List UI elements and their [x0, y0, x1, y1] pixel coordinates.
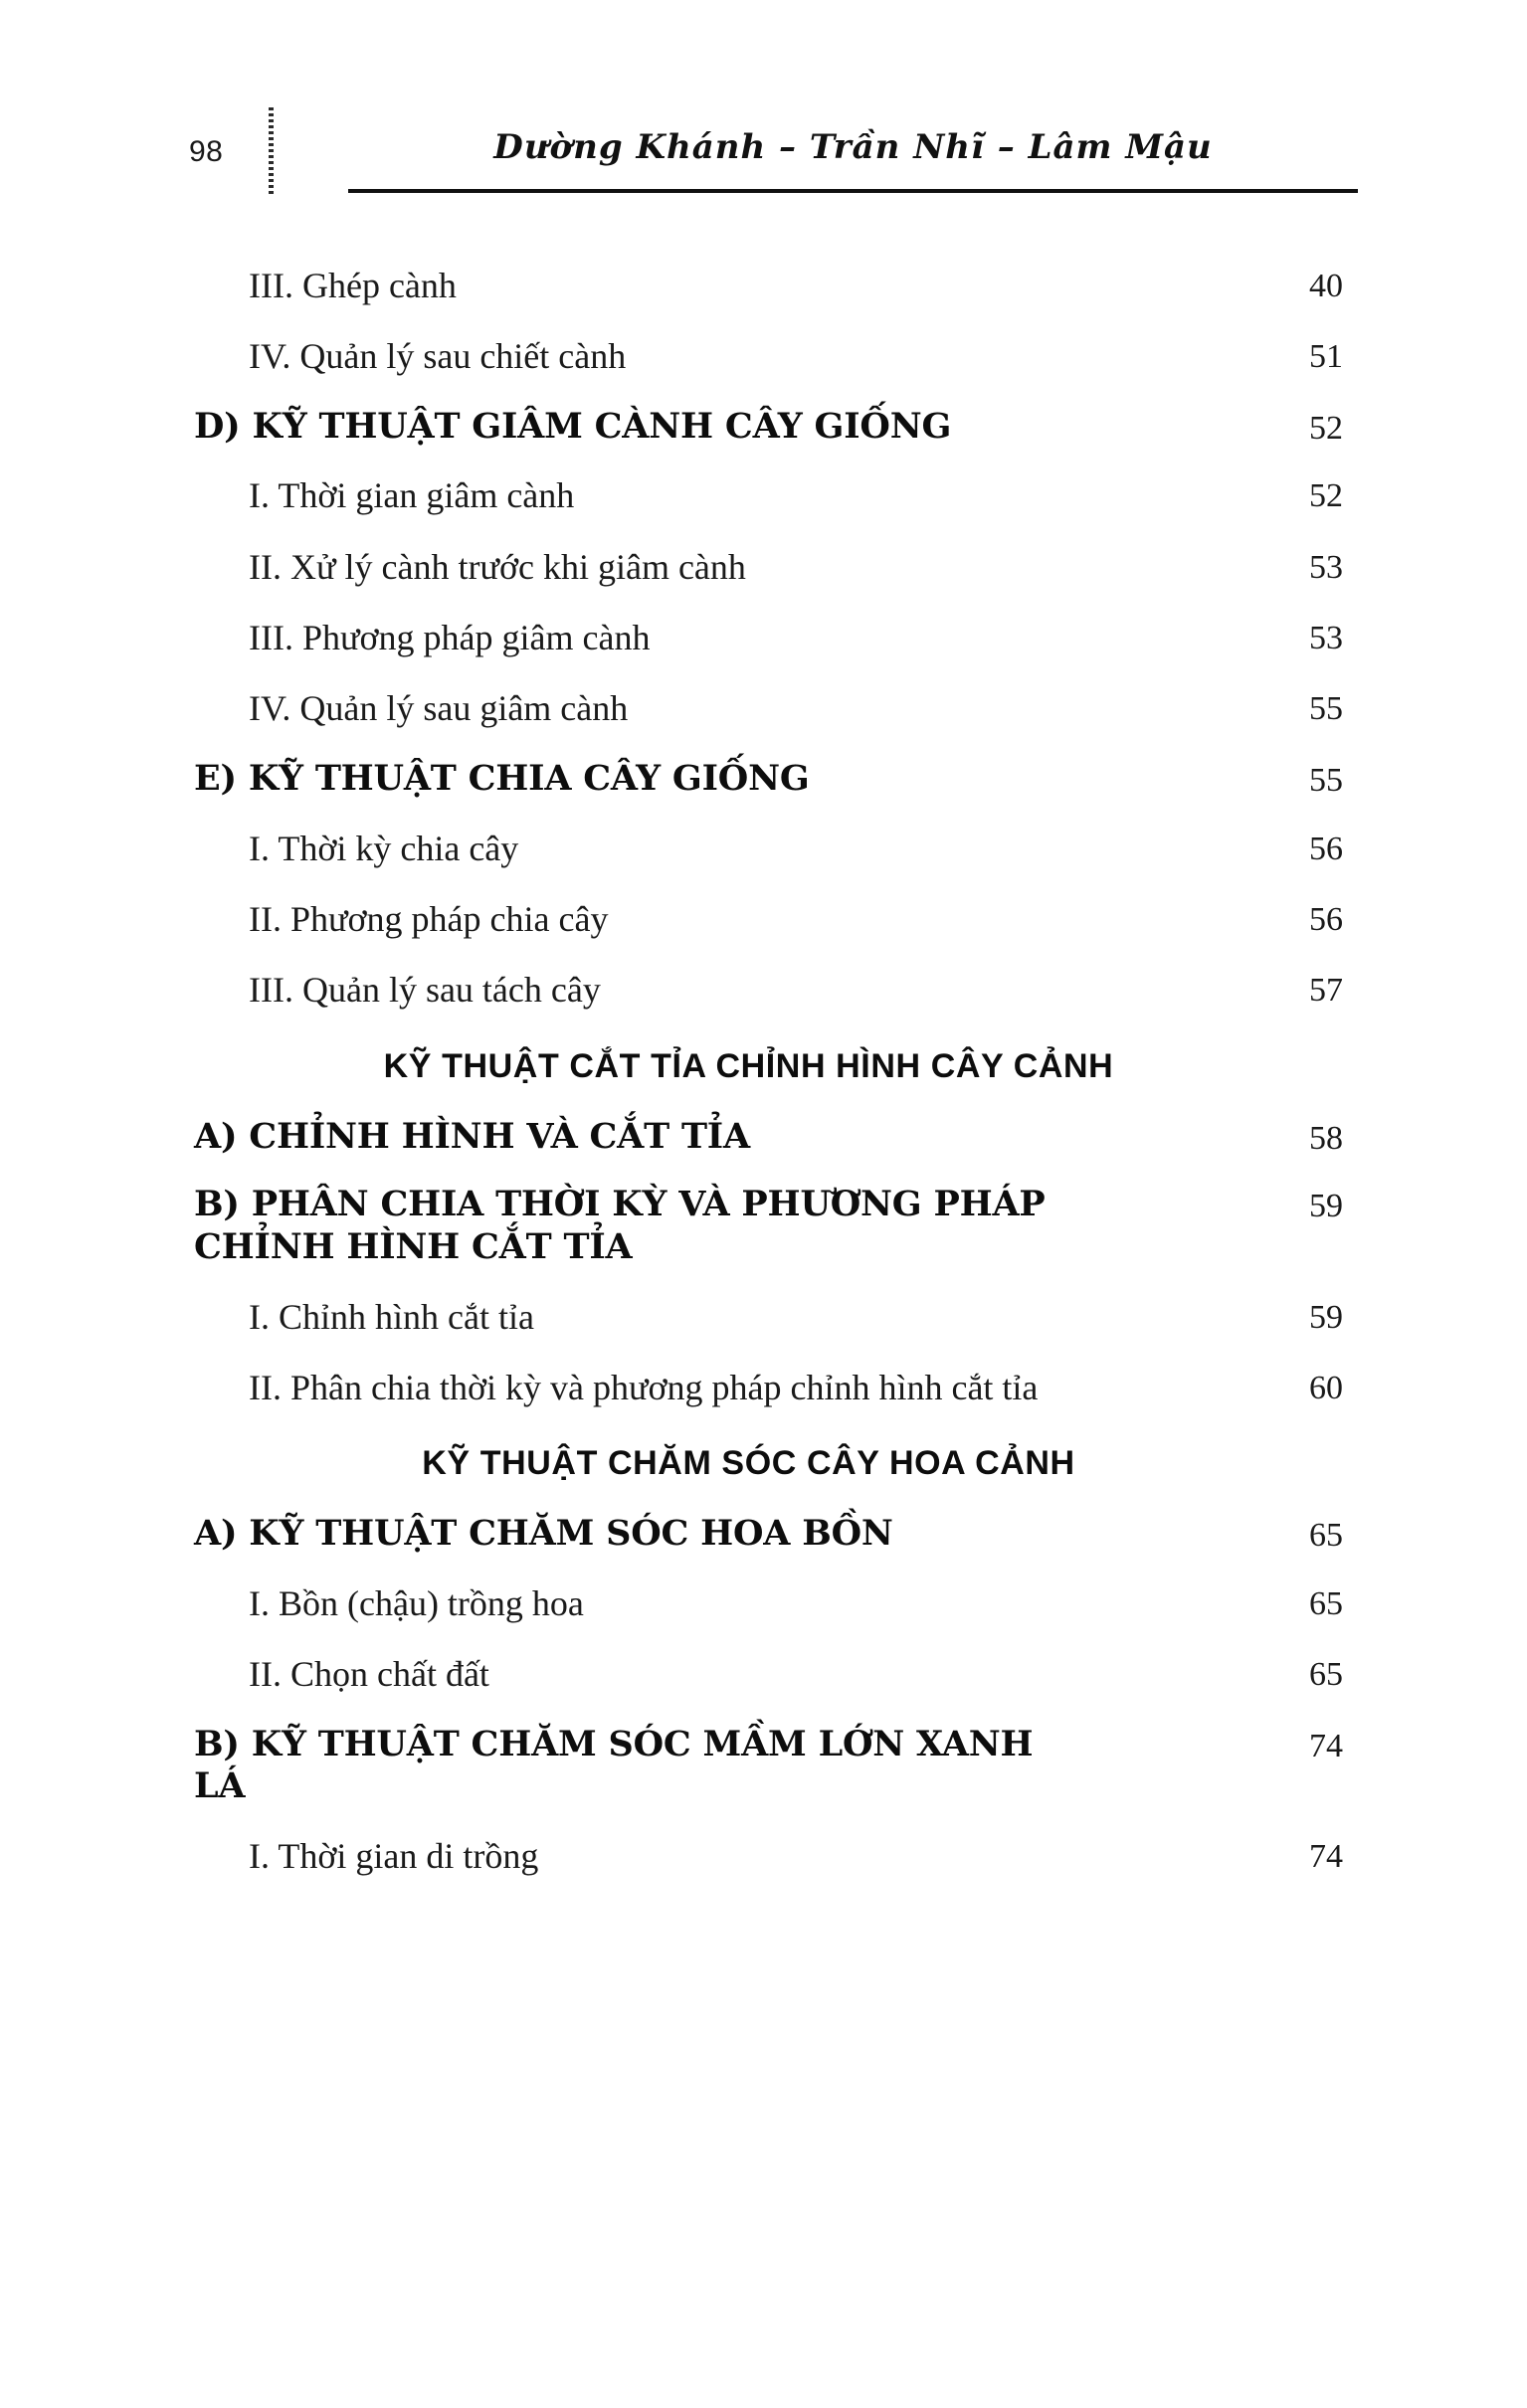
- toc-entry-label: I. Thời kỳ chia cây: [249, 828, 519, 868]
- toc-entry-row[interactable]: [194, 968, 1343, 1013]
- page-header: [149, 117, 1378, 197]
- toc-entry-label: E) KỸ THUẬT CHIA CÂY GIỐNG: [194, 757, 810, 799]
- toc-entry-row[interactable]: [194, 264, 1343, 308]
- toc-entry-page: 57: [1309, 972, 1343, 1010]
- toc-entry-label: II. Phân chia thời kỳ và phương pháp chỉnh hình cắt tỉa: [249, 1368, 1039, 1408]
- toc-entry-label: III. Ghép cành: [249, 266, 457, 305]
- toc-entry-row[interactable]: [194, 616, 1343, 660]
- toc-entry-label: I. Thời gian giâm cành: [249, 475, 575, 516]
- toc-entry-page: 52: [1309, 477, 1343, 515]
- toc-entry-label: II. Chọn chất đất: [249, 1654, 489, 1695]
- toc-entry-label: I. Thời gian di trồng: [249, 1836, 539, 1877]
- toc-entry-label: A) KỸ THUẬT CHĂM SÓC HOA BỒN: [194, 1513, 893, 1555]
- toc-entry-page: 56: [1309, 830, 1343, 867]
- toc-entry-page: 55: [1309, 690, 1343, 728]
- toc-entry-label: D) KỸ THUẬT GIÂM CÀNH CÂY GIỐNG: [194, 405, 952, 447]
- toc-entry-page: 40: [1309, 268, 1343, 304]
- toc-entry-page: 51: [1309, 338, 1343, 376]
- toc-section-row[interactable]: [194, 1184, 1343, 1268]
- toc-entry-label: IV. Quản lý sau chiết cành: [249, 336, 627, 377]
- toc-entry-page: 74: [1309, 1727, 1343, 1764]
- toc-section-row[interactable]: [194, 406, 1343, 449]
- toc-entry-row[interactable]: [194, 1581, 1343, 1626]
- toc-entry-page: 59: [1309, 1298, 1343, 1336]
- toc-section-row[interactable]: [194, 1116, 1343, 1159]
- header-vertical-rule: [269, 107, 274, 197]
- toc-entry-page: 65: [1309, 1517, 1343, 1555]
- toc-entry-page: 52: [1309, 409, 1343, 447]
- toc-entry-row[interactable]: [194, 827, 1343, 871]
- toc-entry-label: II. Xử lý cành trước khi giâm cành: [249, 546, 746, 587]
- toc-entry-label: B) KỸ THUẬT CHĂM SÓC MẦM LỚN XANH LÁ: [194, 1723, 1034, 1807]
- running-title: Dường Khánh – Trần Nhĩ – Lâm Mậu: [493, 127, 1213, 167]
- toc-entry-row[interactable]: [194, 897, 1343, 942]
- toc-chapter-title: KỸ THUẬT CẮT TỈA CHỈNH HÌNH CÂY CẢNH: [383, 1046, 1114, 1085]
- toc-entry-page: 74: [1309, 1838, 1343, 1876]
- toc-entry-label: II. Phương pháp chia cây: [249, 898, 609, 939]
- toc-entry-row[interactable]: [194, 1366, 1343, 1410]
- toc-entry-row[interactable]: [194, 1834, 1343, 1879]
- toc-entry-page: 65: [1309, 1585, 1343, 1623]
- toc-entry-page: 55: [1309, 761, 1343, 799]
- toc-entry-page: 53: [1309, 548, 1343, 586]
- toc-entry-label: IV. Quản lý sau giâm cành: [249, 688, 629, 729]
- toc-entry-label: III. Phương pháp giâm cành: [249, 618, 651, 658]
- toc-entry-row[interactable]: [194, 1295, 1343, 1340]
- toc-entry-label: III. Quản lý sau tách cây: [249, 970, 601, 1011]
- toc-entry-page: 65: [1309, 1656, 1343, 1694]
- toc-entry-row[interactable]: [194, 1652, 1343, 1697]
- toc-entry-label: I. Chỉnh hình cắt tỉa: [249, 1296, 534, 1337]
- header-horizontal-rule: [348, 189, 1358, 193]
- page-number: 98: [189, 135, 224, 168]
- toc-entry-row[interactable]: [194, 686, 1343, 731]
- toc-section-row[interactable]: [194, 1513, 1343, 1556]
- toc-entry-label: I. Bồn (chậu) trồng hoa: [249, 1583, 584, 1624]
- toc-entry-label: B) PHÂN CHIA THỜI KỲ VÀ PHƯƠNG PHÁP CHỈNH HÌNH CẮT TỈA: [194, 1184, 1046, 1267]
- toc-section-row[interactable]: [194, 758, 1343, 801]
- toc-section-row[interactable]: [194, 1724, 1343, 1808]
- table-of-contents: [194, 264, 1343, 1906]
- toc-entry-page: 53: [1309, 620, 1343, 657]
- toc-entry-page: 56: [1309, 900, 1343, 938]
- toc-entry-page: 60: [1309, 1370, 1343, 1407]
- toc-entry-row[interactable]: [194, 473, 1343, 518]
- toc-entry-label: A) CHỈNH HÌNH VÀ CẮT TỈA: [194, 1115, 750, 1157]
- toc-entry-row[interactable]: [194, 334, 1343, 379]
- toc-chapter-title: KỸ THUẬT CHĂM SÓC CÂY HOA CẢNH: [422, 1444, 1075, 1483]
- toc-entry-row[interactable]: [194, 545, 1343, 590]
- toc-entry-page: 59: [1309, 1188, 1343, 1225]
- toc-entry-page: 58: [1309, 1119, 1343, 1157]
